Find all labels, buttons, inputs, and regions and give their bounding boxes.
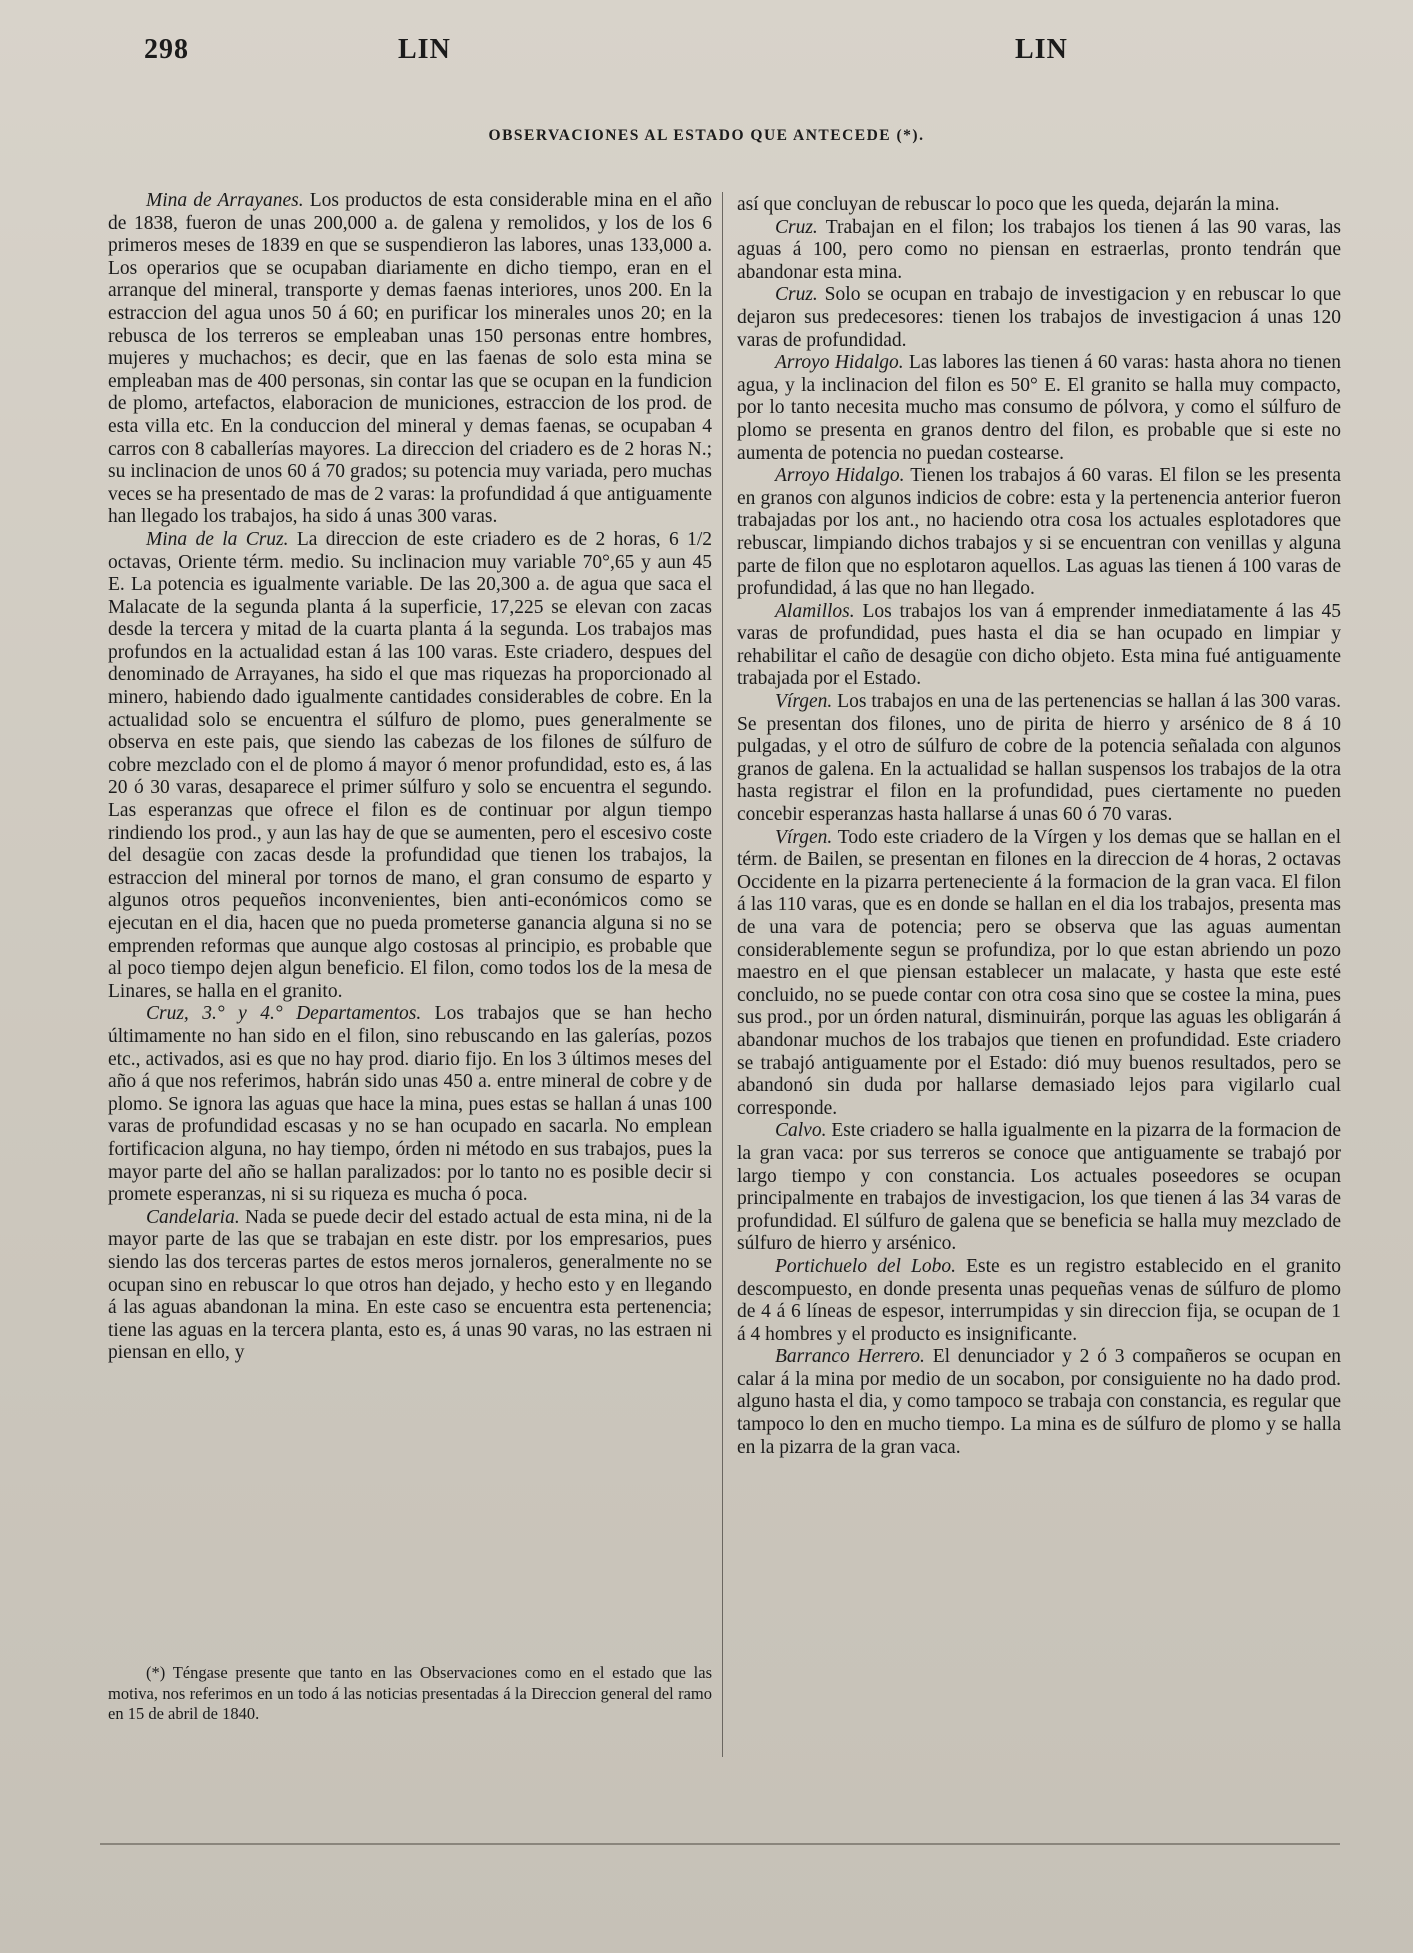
paragraph-text: Este es un registro establecido en el granito descompuesto, en donde presenta unas pequeñas venas de súlfuro de plomo de 4 á 6 líneas de espesor, interrumpidas y sin direccion fija, se ocupan de 1 á 4 hombres y el producto es insignificante. bbox=[737, 1255, 1342, 1345]
paragraph-text: Los trabajos en una de las pertenencias se hallan á las 300 varas. Se presentan dos filones, uno de pirita de hierro y arsénico de 8 á 10 pulgadas, y el otro de súlfuro de cobre de la potencia señalada con algunos granos de galena. En la actualidad se hallan suspensos los trabajos de la otra hasta registrar el filon en la profundidad, pues ciertamente no pueden concebir esperanzas hasta hallarse á unas 60 ó 70 varas. bbox=[737, 691, 1341, 826]
paragraph-text: La direccion de este criadero es de 2 horas, 6 1/2 octavas, Oriente térm. medio. Su inclinacion muy variable 70°,65 y aun 45 E. La potencia es igualmente variable. De las 20,300 a. de agua que saca el Malacate de la segunda planta á la superficie, 17,225 se elevan con zacas desde la tercera y mitad de la cuarta planta á la segunda. Los trabajos mas profundos en la actualidad estan á las 100 varas. Este criadero, despues del denominado de Arrayanes, ha sido el que mas riquezas ha proporcionado al minero, habiendo dado igualmente cantidades considerables de cobre. En la actualidad solo se encuentra el súlfuro de plomo, pues generalmente se observa en este pais, que siendo las cabezas de los filones de súlfuro de cobre mezclado con el de plomo á mayor ó menor profundidad, esto es, á las 20 ó 30 varas, desaparece el primer súlfuro y solo se encuentra el segundo. Las esperanzas que ofrece el filon es de continuar por algun tiempo rindiendo los prod., y aun las hay de que se aumenten, pero el escesivo coste del desagüe con zacas desde la profundidad que tienen los trabajos, la estraccion del mineral por tornos de mano, el gran consumo de esparto y algunos otros pequeños inconvenientes, bien anti-económicos como se ejecutan en el dia, hacen que no pueda prometerse ganancia alguna si no se emprenden reformas que aunque algo costosas al principio, es probable que al poco tiempo dejen algun beneficio. El filon, como todos los de la mesa de Linares, se halla en el granito. bbox=[108, 528, 712, 1002]
paragraph-text: Este criadero se halla igualmente en la pizarra de la formacion de la gran vaca: por sus terreros se conoce que antiguamente se trabajó por largo tiempo y con constancia. Los actuales poseedores se ocupan principalmente en trabajos de investigacion, los que tienen á las 34 varas de profundidad. El súlfuro de galena que se beneficia se halla muy mezclado de súlfuro de hierro y arsénico. bbox=[737, 1120, 1341, 1255]
footnote bbox=[108, 1663, 712, 1725]
paragraph-lead: Barranco Herrero. bbox=[775, 1346, 925, 1368]
bottom-rule bbox=[100, 1843, 1340, 1845]
paragraph bbox=[737, 691, 1341, 827]
paragraph bbox=[737, 1256, 1341, 1346]
paragraph-lead: Cruz. bbox=[775, 284, 818, 306]
paragraph bbox=[108, 1003, 712, 1206]
paragraph bbox=[737, 217, 1341, 285]
paragraph-text: Todo este criadero de la Vírgen y los demas que se hallan en el térm. de Bailen, se presentan en filones en la direccion de 4 horas, 2 octavas Occidente en la pizarra perteneciente á la formacion de la gran vaca. El filon á las 110 varas, que es en donde se hallan en el dia los trabajos, presenta mas de una vara de potencia; pero se observa que las aguas aumentan considerablemente segun se profundiza, por lo que estan abriendo un pozo maestro en el que piensan establecer un malacate, y hasta que este esté concluido, no se puede contar con otra cosa sino que se costee la mina, pues sus prod., por un órden natural, disminuirán, porque las aguas les obligarán á abandonar muchos de los trabajos que tienen en profundidad. Este criadero se trabajó antiguamente por el Estado: dió muy buenos resultados, pero se abandonó sin duda por hallarse demasiado lejos para vigilarlo cual corresponde. bbox=[737, 826, 1341, 1119]
paragraph bbox=[737, 1346, 1341, 1459]
paragraph-lead: Vírgen. bbox=[775, 826, 833, 848]
paragraph-text: Trabajan en el filon; los trabajos los tienen á las 90 varas, las aguas á 100, pero como no piensan en estraerlas, pronto tendrán que abandonar esta mina. bbox=[737, 216, 1341, 283]
paragraph-lead: Cruz. bbox=[775, 216, 818, 238]
section-title: OBSERVACIONES AL ESTADO QUE ANTECEDE (*). bbox=[488, 127, 925, 144]
paragraph bbox=[737, 827, 1341, 1121]
paragraph-lead: Vírgen. bbox=[775, 691, 833, 713]
paragraph-lead: Arroyo Hidalgo. bbox=[775, 352, 904, 374]
page-number: 298 bbox=[144, 34, 189, 65]
paragraph-text: Los productos de esta considerable mina en el año de 1838, fueron de unas 200,000 a. de galena y remolidos, y los de los 6 primeros meses de 1839 en que se suspendieron las labores, unas 133,000 a. Los operarios que se ocupaban diariamente en dicho tiempo, eran en el arranque del mineral, transporte y demas faenas interiores, unos 200. En la estraccion del agua unos 50 á 60; en purificar los minerales unos 20; en la rebusca de los terreros se empleaban unas 150 personas entre hombres, mujeres y muchachos; es decir, que en las faenas de solo esta mina se empleaban mas de 400 personas, sin contar las que se ocupan en la fundicion de plomo, artefactos, elaboracion de municiones, estraccion de los prod. de esta villa etc. En la conduccion del mineral y demas faenas, se ocupaban 4 carros con 8 caballerías mayores. La direccion del criadero es de 2 horas N.; su inclinacion de unos 60 á 70 grados; su potencia muy variada, pero muchas veces se ha presentado de mas de 2 varas: la profundidad á que antiguamente han llegado los trabajos, ha sido á unas 300 varas. bbox=[108, 190, 712, 528]
paragraph-lead: Mina de Arrayanes. bbox=[146, 190, 304, 211]
footnote-text: (*) Téngase presente que tanto en las Observaciones como en el estado que las motiva, nos referimos en un todo á las noticias presentadas á la Direccion general del ramo en 15 de abril de 1840. bbox=[108, 1663, 712, 1723]
paragraph-lead: Mina de la Cruz. bbox=[146, 528, 289, 550]
paragraph bbox=[737, 1120, 1341, 1256]
paragraph-lead: Candelaria. bbox=[146, 1206, 240, 1228]
paragraph-text: Los trabajos que se han hecho últimamente no han sido en el filon, sino rebuscando en las galerías, pozos etc., activados, asi es que no hay prod. diario fijo. En los 3 últimos meses del año á que nos referimos, habrán sido unas 450 a. entre mineral de cobre y de plomo. Se ignora las aguas que hace la mina, pues estas se hallan á unas 100 varas de profundidad escasas y no se han ocupado en sacarla. No emplean fortificacion alguna, no hay tiempo, órden ni método en sus trabajos, pues la mayor parte del año se hallan paralizados: por lo tanto no es posible decir si promete esperanzas, ni si su riqueza es mucha ó poca. bbox=[108, 1003, 712, 1206]
paragraph-text: así que concluyan de rebuscar lo poco que les queda, dejarán la mina. bbox=[737, 194, 1280, 215]
paragraph-text: El denunciador y 2 ó 3 compañeros se ocupan en calar á la mina por medio de un socabon, por consiguiente no ha dado prod. alguno hasta el dia, y como tampoco se trabaja con constancia, es regular que tampoco lo den en mucho tiempo. La mina es de súlfuro de plomo y se halla en la pizarra de la gran vaca. bbox=[737, 1346, 1341, 1458]
paragraph bbox=[737, 352, 1341, 465]
paragraph bbox=[737, 284, 1341, 352]
paragraph-text: Los trabajos los van á emprender inmediatamente á las 45 varas de profundidad, pues hasta el dia se han ocupado en limpiar y rehabilitar el caño de desagüe con dicho objeto. Esta mina fué antiguamente trabajada por el Estado. bbox=[737, 600, 1341, 690]
paragraph-lead: Cruz, 3.° y 4.° Departamentos. bbox=[146, 1003, 422, 1025]
running-head-left: LIN bbox=[398, 34, 451, 65]
paragraph-text: Tienen los trabajos á 60 varas. El filon se les presenta en granos con algunos indicios de cobre: esta y la pertenencia anterior fueron trabajadas por los ant., no haciendo otra cosa los actuales esplotadores que rebuscar, limpiando dichos trabajos y si se encuentran con venillas y alguna parte de filon que no esplotaron aquellos. Las aguas las tienen á 100 varas de profundidad, á las que no han llegado. bbox=[737, 465, 1341, 600]
paragraph-text: Las labores las tienen á 60 varas: hasta ahora no tienen agua, y la inclinacion del filon es 50° E. El granito se halla muy compacto, por lo tanto necesita mucho mas consumo de pólvora, y como el súlfuro de plomo se presenta en granos dentro del filon, es probable que si este no aumenta de potencia no puedan costearse. bbox=[737, 352, 1341, 464]
paragraph bbox=[737, 601, 1341, 691]
paragraph-lead: Alamillos. bbox=[775, 600, 855, 622]
running-head-right: LIN bbox=[1015, 34, 1068, 65]
right-column bbox=[737, 194, 1341, 1459]
paragraph bbox=[108, 1207, 712, 1365]
paragraph-lead: Arroyo Hidalgo. bbox=[775, 465, 905, 487]
column-divider bbox=[722, 192, 723, 1757]
paragraph-lead: Calvo. bbox=[775, 1120, 827, 1142]
paragraph-lead: Portichuelo del Lobo. bbox=[775, 1255, 957, 1277]
paragraph bbox=[737, 465, 1341, 601]
left-column bbox=[108, 190, 712, 1365]
paragraph bbox=[108, 529, 712, 1003]
paragraph bbox=[737, 194, 1341, 217]
paragraph-text: Solo se ocupan en trabajo de investigacion y en rebuscar lo que dejaron sus predecesores: tienen los trabajos de investigacion á unas 120 varas de profundidad. bbox=[737, 284, 1341, 351]
paragraph-text: Nada se puede decir del estado actual de esta mina, ni de la mayor parte de las que se trabajan en este distr. por los empresarios, pues siendo las dos terceras partes de estos meros jornaleros, generalmente no se ocupan sino en rebuscar lo que otros han dejado, y hecho esto y en llegando á las aguas abandonan la mina. En este caso se encuentra esta pertenencia; tiene las aguas en la tercera planta, esto es, á unas 90 varas, no las estraen ni piensan en ello, y bbox=[108, 1206, 712, 1364]
paragraph bbox=[108, 190, 712, 529]
